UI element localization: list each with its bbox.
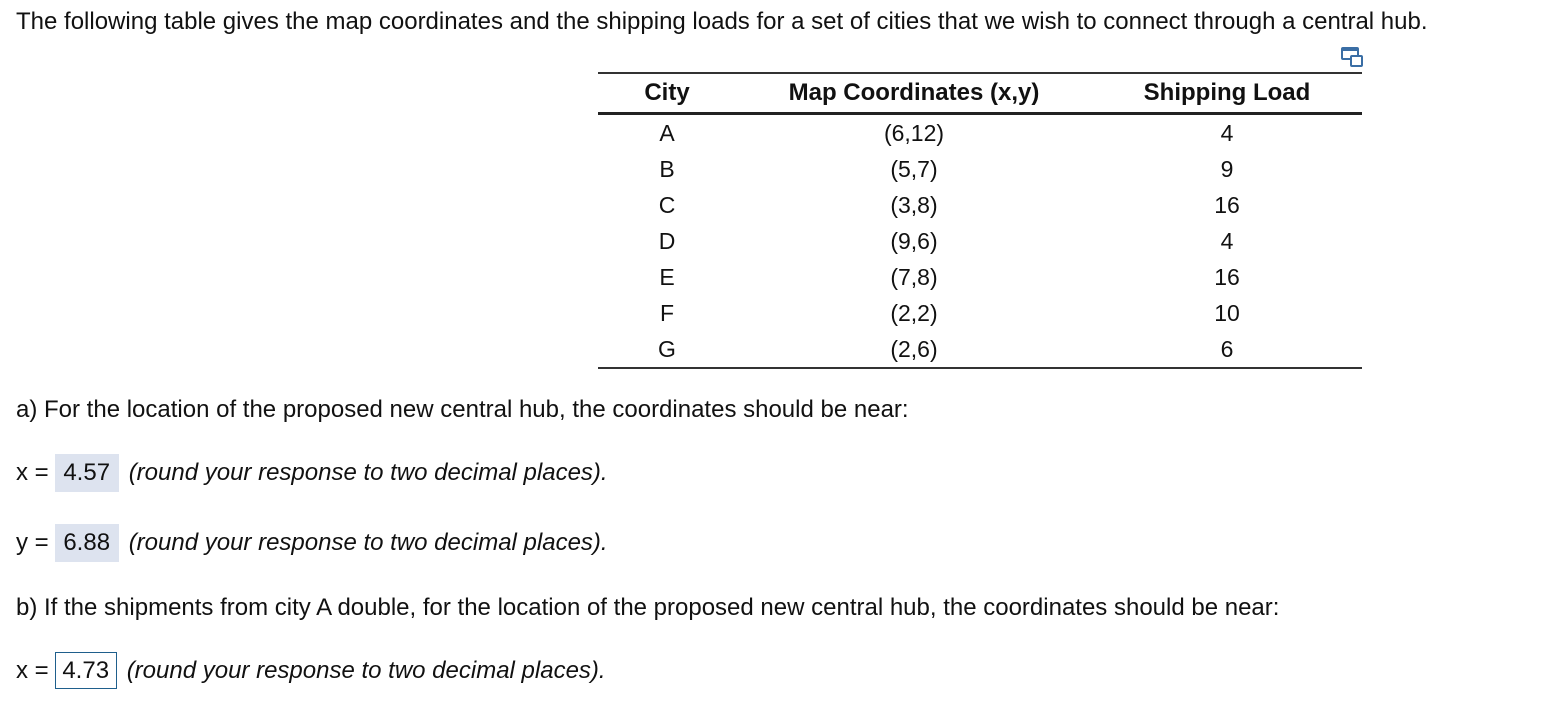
cell-city: F [659,299,675,326]
question-a: a) For the location of the proposed new central hub, the coordinates should be near: [16,396,909,423]
table-row [598,187,1362,223]
rounding-hint: (round your response to two decimal places). [128,529,608,556]
cell-coordinates: (6,12) [883,119,945,146]
answer-a-x-line [16,454,608,492]
table-header-row [598,73,1362,114]
table-row [598,331,1362,368]
header-shipping-load: Shipping Load [1092,73,1362,114]
cell-city: A [659,119,675,146]
cell-load: 4 [1220,227,1234,254]
question-b: b) If the shipments from city A double, for the location of the proposed new central hub, the coordinates should be near: [16,594,1280,621]
table-row [598,259,1362,295]
cell-coordinates: (5,7) [890,155,938,182]
header-city: City [598,73,736,114]
table-row [598,151,1362,187]
answer-b-x-input[interactable]: 4.73 [55,652,117,689]
x-label: x = [16,459,49,486]
cell-load: 16 [1214,191,1240,218]
rounding-hint: (round your response to two decimal places). [128,459,608,486]
table-row [598,223,1362,259]
table-row [598,114,1362,152]
cell-load: 4 [1220,119,1234,146]
cell-coordinates: (3,8) [890,191,938,218]
cell-coordinates: (2,6) [890,335,938,362]
cell-city: C [658,191,676,218]
intro-text: The following table gives the map coordinates and the shipping loads for a set of cities that we wish to connect through a central hub. [16,8,1428,35]
answer-a-y-input[interactable]: 6.88 [55,524,119,562]
cell-load: 16 [1214,263,1240,290]
rounding-hint: (round your response to two decimal places). [126,656,606,684]
x-label: x = [16,656,49,684]
copy-to-clipboard-icon[interactable] [1340,46,1364,68]
answer-b-x-line [16,652,606,689]
cell-load: 10 [1214,299,1240,326]
cell-city: B [659,155,675,182]
cell-load: 6 [1220,335,1234,362]
cell-coordinates: (9,6) [890,227,938,254]
y-label: y = [16,529,49,556]
city-data-table [598,72,1362,369]
cell-city: D [658,227,676,254]
cell-city: E [659,263,675,290]
cell-city: G [658,335,676,362]
answer-a-y-line [16,524,608,562]
cell-coordinates: (7,8) [890,263,938,290]
cell-coordinates: (2,2) [890,299,938,326]
answer-a-x-input[interactable]: 4.57 [55,454,119,492]
table-row [598,295,1362,331]
cell-load: 9 [1220,155,1234,182]
header-map-coordinates: Map Coordinates (x,y) [736,73,1092,114]
